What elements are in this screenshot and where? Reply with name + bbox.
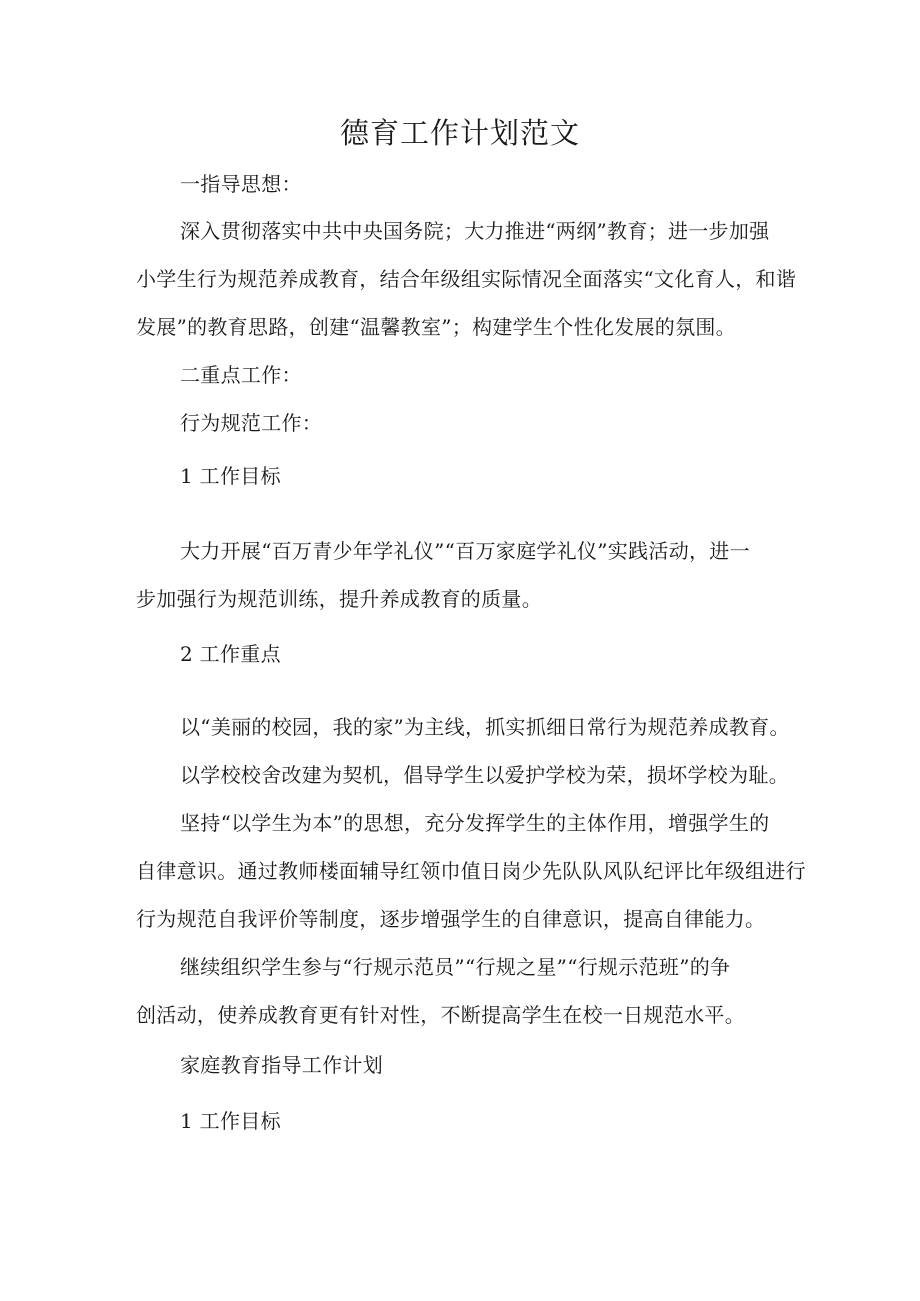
subsection-heading-behavior: 行为规范工作：: [180, 411, 323, 435]
paragraph-line: 行为规范自我评价等制度，逐步增强学生的自律意识，提高自律能力。: [136, 907, 766, 931]
paragraph-line: 继续组织学生参与“行规示范员”“行规之星”“行规示范班”的争: [180, 955, 731, 979]
paragraph-line: 小学生行为规范养成教育，结合年级组实际情况全面落实“文化育人，和谐: [136, 267, 797, 291]
paragraph-line: 以学校校舍改建为契机，倡导学生以爱护学校为荣，损坏学校为耻。: [180, 763, 789, 787]
paragraph-line: 发展”的教育思路，创建“温馨教室”；构建学生个性化发展的氛围。: [136, 315, 736, 339]
item-heading-goal: 1 工作目标: [180, 1109, 281, 1133]
paragraph-line: 步加强行为规范训练，提升养成教育的质量。: [136, 587, 542, 611]
section-heading-key-work: 二重点工作：: [180, 363, 302, 387]
paragraph-line: 创活动，使养成教育更有针对性，不断提高学生在校一日规范水平。: [136, 1003, 745, 1027]
paragraph-line: 深入贯彻落实中共中央国务院；大力推进“两纲”教育；进一步加强: [180, 219, 770, 243]
item-heading-focus: 2 工作重点: [180, 642, 281, 666]
item-heading-goal: 1 工作目标: [180, 464, 281, 488]
section-heading-guiding-thought: 一指导思想：: [180, 172, 302, 196]
paragraph-line: 自律意识。通过教师楼面辅导红领巾值日岗少先队队风队纪评比年级组进行: [136, 859, 806, 883]
paragraph-line: 以“美丽的校园，我的家”为主线，抓实抓细日常行为规范养成教育。: [180, 715, 790, 739]
paragraph-line: 坚持“以学生为本”的思想，充分发挥学生的主体作用，增强学生的: [180, 811, 770, 835]
subsection-heading-family-education: 家庭教育指导工作计划: [180, 1053, 383, 1077]
document-title: 德育工作计划范文: [339, 116, 580, 150]
paragraph-line: 大力开展“百万青少年学礼仪”“百万家庭学礼仪”实践活动，进一: [180, 539, 750, 563]
